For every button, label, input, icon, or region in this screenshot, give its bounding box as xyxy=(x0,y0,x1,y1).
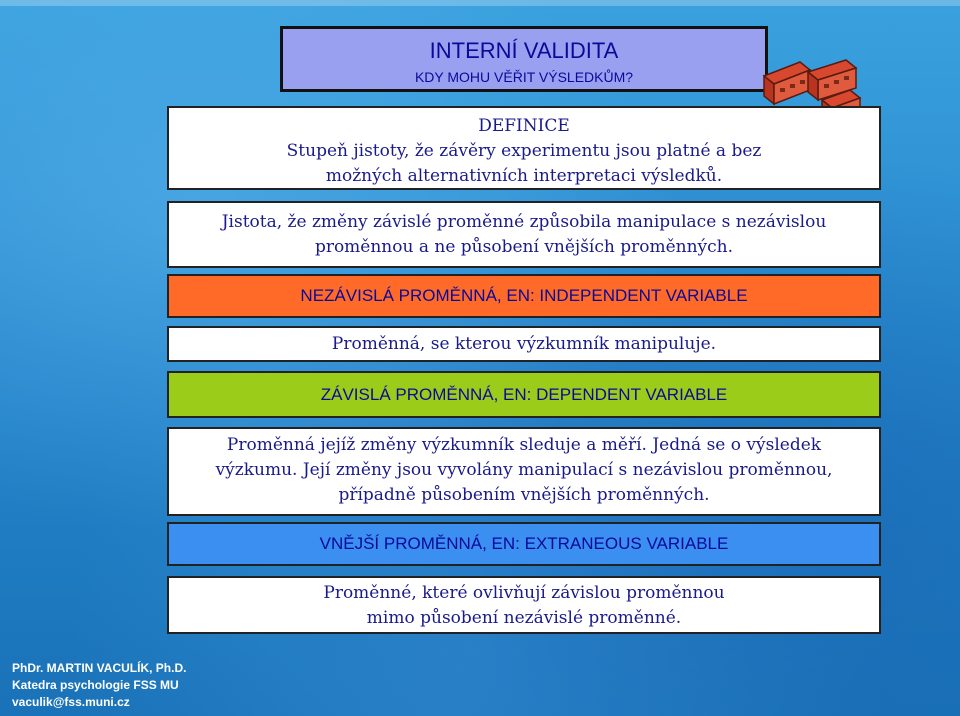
statement-line-1: Jistota, že změny závislé proměnné způsobila manipulace s nezávislou xyxy=(221,212,827,232)
independent-variable-heading: NEZÁVISLÁ PROMĚNNÁ, EN: INDEPENDENT VARIABLE xyxy=(167,274,881,318)
page-subtitle: KDY MOHU VĚŘIT VÝSLEDKŮM? xyxy=(414,69,634,85)
definition-line-1: Stupeň jistoty, že závěry experimentu jsou platné a bez xyxy=(286,141,762,161)
footer xyxy=(12,660,186,711)
footer-author: PhDr. MARTIN VACULÍK, Ph.D. xyxy=(12,661,187,675)
dependent-variable-definition xyxy=(167,427,881,516)
definition-line-2: možných alternativních interpretaci výsledků. xyxy=(325,166,723,186)
footer-department: Katedra psychologie FSS MU xyxy=(12,678,179,692)
footer-email[interactable]: vaculik@fss.muni.cz xyxy=(12,695,130,709)
dependent-line-1: Proměnná jejíž změny výzkumník sleduje a měří. Jedná se o výsledek xyxy=(226,435,822,455)
statement-line-2: proměnnou a ne působení vnějších proměnných. xyxy=(314,237,734,257)
title-box xyxy=(280,26,768,92)
extraneous-line-2: mimo působení nezávislé proměnné. xyxy=(366,608,682,628)
dependent-variable-heading: ZÁVISLÁ PROMĚNNÁ, EN: DEPENDENT VARIABLE xyxy=(167,371,881,418)
top-strip xyxy=(0,0,960,6)
dependent-line-2: výzkumu. Její změny jsou vyvolány manipulací s nezávislou proměnnou, xyxy=(215,460,833,480)
page-title: INTERNÍ VALIDITA xyxy=(429,38,619,63)
independent-variable-definition: Proměnná, se kterou výzkumník manipuluje. xyxy=(167,326,881,362)
extraneous-variable-heading: VNĚJŠÍ PROMĚNNÁ, EN: EXTRANEOUS VARIABLE xyxy=(167,522,881,566)
definition-heading: DEFINICE xyxy=(478,116,570,136)
definition-box xyxy=(167,106,881,190)
extraneous-variable-definition xyxy=(167,576,881,634)
statement-box xyxy=(167,201,881,268)
dependent-line-3: případně působením vnějších proměnných. xyxy=(338,485,710,505)
extraneous-line-1: Proměnné, které ovlivňují závislou proměnnou xyxy=(323,583,725,603)
